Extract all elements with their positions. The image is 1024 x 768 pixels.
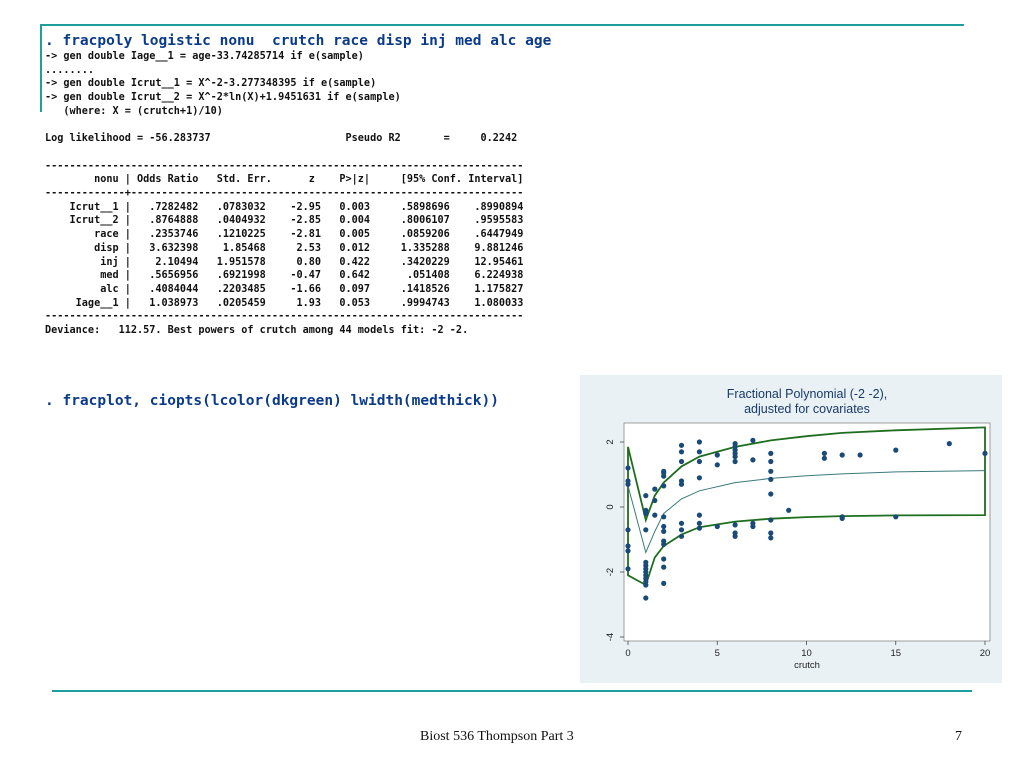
data-point: [697, 475, 702, 480]
loglik-line: Log likelihood = -56.283737 Pseudo R2 = 0.2242: [45, 133, 518, 145]
data-point: [625, 566, 630, 571]
table-row: alc | .4084044 .2203485 -1.66 0.097 .1418526 1.175827: [45, 283, 524, 295]
plot-area: [624, 423, 990, 641]
data-point: [768, 477, 773, 482]
gen-line: (where: X = (crutch+1)/10): [45, 105, 223, 117]
data-point: [786, 508, 791, 513]
data-point: [750, 524, 755, 529]
data-point: [715, 452, 720, 457]
data-point: [661, 581, 666, 586]
gen-line: ........: [45, 64, 95, 76]
data-point: [661, 514, 666, 519]
table-row: Icrut__1 | .7282482 .0783032 -2.95 0.003 .5898696 .8990894: [45, 201, 524, 213]
data-point: [643, 595, 648, 600]
x-tick-label: 0: [625, 648, 631, 659]
data-point: [661, 529, 666, 534]
data-point: [643, 493, 648, 498]
data-point: [733, 522, 738, 527]
data-point: [822, 456, 827, 461]
data-point: [750, 438, 755, 443]
data-point: [697, 521, 702, 526]
fracplot-command: . fracplot, ciopts(lcolor(dkgreen) lwidth(medthick)): [45, 393, 499, 409]
top-divider: [40, 24, 964, 26]
data-point: [679, 482, 684, 487]
table-separator: ------------------------------------------------------------------------------: [45, 160, 524, 172]
x-tick-label: 15: [890, 648, 902, 659]
data-point: [643, 511, 648, 516]
left-divider: [40, 24, 42, 112]
data-point: [750, 457, 755, 462]
data-point: [625, 548, 630, 553]
y-tick-label: 2: [605, 439, 616, 445]
x-axis-label: crutch: [794, 660, 820, 671]
stata-console-output: [45, 32, 665, 338]
data-point: [679, 449, 684, 454]
data-point: [652, 498, 657, 503]
y-tick-label: -2: [605, 567, 616, 577]
data-point: [733, 454, 738, 459]
data-point: [643, 527, 648, 532]
data-point: [858, 452, 863, 457]
table-row: race | .2353746 .1210225 -2.81 0.005 .0859206 .6447949: [45, 229, 524, 241]
data-point: [661, 524, 666, 529]
data-point: [679, 527, 684, 532]
data-point: [715, 462, 720, 467]
data-point: [697, 513, 702, 518]
table-separator: ------------------------------------------------------------------------------: [45, 311, 524, 323]
data-point: [652, 513, 657, 518]
data-point: [768, 491, 773, 496]
data-point: [697, 449, 702, 454]
y-tick-label: -4: [605, 632, 616, 642]
data-point: [679, 521, 684, 526]
data-point: [840, 452, 845, 457]
data-point: [661, 565, 666, 570]
data-point: [893, 448, 898, 453]
data-point: [768, 535, 773, 540]
chart-title: Fractional Polynomial (-2 -2),: [726, 387, 888, 401]
table-row: disp | 3.632398 1.85468 2.53 0.012 1.335288 9.881246: [45, 242, 524, 254]
data-point: [697, 459, 702, 464]
data-point: [661, 556, 666, 561]
gen-line: -> gen double Iage__1 = age-33.74285714 if e(sample): [45, 51, 364, 62]
data-point: [661, 542, 666, 547]
data-point: [822, 451, 827, 456]
data-point: [840, 516, 845, 521]
table-row: Icrut__2 | .8764888 .0404932 -2.85 0.004 .8006107 .9595583: [45, 215, 524, 227]
data-point: [652, 487, 657, 492]
data-point: [768, 517, 773, 522]
page-number: 7: [955, 729, 962, 744]
deviance-line: Deviance: 112.57. Best powers of crutch among 44 models fit: -2 -2.: [45, 325, 469, 337]
gen-line: -> gen double Icrut__2 = X^-2*ln(X)+1.9451631 if e(sample): [45, 92, 401, 104]
data-point: [679, 534, 684, 539]
gen-line: -> gen double Icrut__1 = X^-2-3.277348395 if e(sample): [45, 78, 377, 90]
fracpoly-command: . fracpoly logistic nonu crutch race disp inj med alc age: [45, 33, 552, 49]
data-point: [661, 483, 666, 488]
data-point: [947, 441, 952, 446]
data-point: [679, 459, 684, 464]
data-point: [679, 443, 684, 448]
data-point: [768, 469, 773, 474]
data-point: [733, 534, 738, 539]
data-point: [715, 524, 720, 529]
data-point: [661, 474, 666, 479]
data-point: [625, 482, 630, 487]
data-point: [733, 459, 738, 464]
data-point: [768, 459, 773, 464]
fracplot-graph: [580, 375, 1002, 683]
data-point: [625, 543, 630, 548]
chart-subtitle: adjusted for covariates: [744, 402, 870, 416]
table-row: med | .5656956 .6921998 -0.47 0.642 .051408 6.224938: [45, 270, 524, 282]
table-separator: -------------+----------------------------------------------------------------: [45, 188, 524, 200]
data-point: [643, 582, 648, 587]
data-point: [697, 439, 702, 444]
data-point: [982, 451, 987, 456]
x-tick-label: 10: [801, 648, 812, 659]
table-row: Iage__1 | 1.038973 .0205459 1.93 0.053 .9994743 1.080033: [45, 297, 524, 309]
fracplot-chart: [580, 375, 1002, 683]
slide-footer: Biost 536 Thompson Part 3: [420, 729, 574, 744]
table-header: nonu | Odds Ratio Std. Err. z P>|z| [95% Conf. Interval]: [45, 174, 524, 186]
x-tick-label: 20: [979, 648, 991, 659]
y-tick-label: 0: [605, 504, 616, 510]
table-row: inj | 2.10494 1.951578 0.80 0.422 .3420229 12.95461: [45, 256, 524, 268]
data-point: [768, 451, 773, 456]
bottom-divider: [52, 690, 972, 692]
data-point: [625, 527, 630, 532]
data-point: [768, 530, 773, 535]
x-tick-label: 5: [714, 648, 720, 659]
data-point: [697, 526, 702, 531]
data-point: [893, 514, 898, 519]
data-point: [625, 465, 630, 470]
